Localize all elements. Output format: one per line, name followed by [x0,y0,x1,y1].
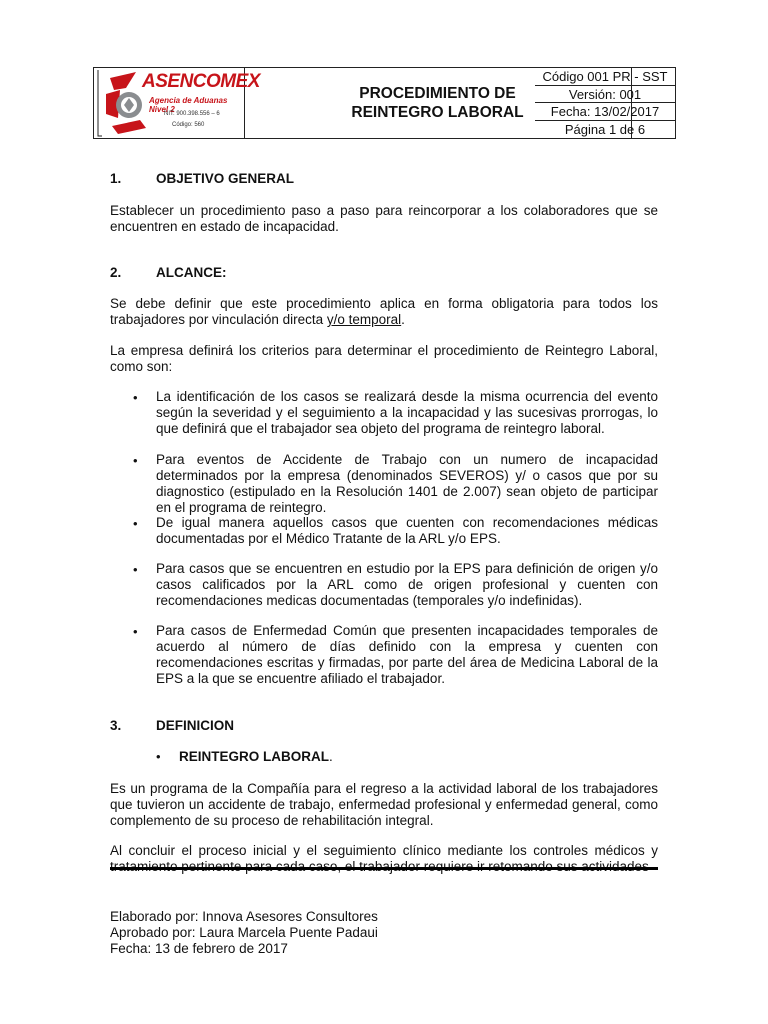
section-2-title: ALCANCE: [156,265,227,280]
document-meta [535,68,675,138]
list-item: Para casos de Enfermedad Común que presenten incapacidades temporales de acuerdo al número de días definido con la empresa y cuenten con recomendaciones escritas y firmadas, por parte del área de Medicina Laboral de la EPS a la que se encuentre afiliado el trabajador. [156,623,658,686]
bullet-icon: • [133,516,138,531]
logo-brand: ASENCOMEX [142,71,260,92]
company-logo [94,68,260,138]
footer-aprobado: Aprobado por: Laura Marcela Puente Padaui [110,925,378,940]
bullet-icon: • [133,624,138,639]
logo-nit: NIT: 900.398.556 – 6 [164,111,220,117]
bullet-icon: • [133,390,138,405]
section-2-intro: La empresa definirá los criterios para determinar el procedimiento de Reintegro Laboral, como son: [110,343,658,374]
logo-cell [94,68,260,138]
list-item: La identificación de los casos se realizará desde la misma ocurrencia del evento según la severidad y el seguimiento a la incapacidad y las sucesivas prorrogas, lo que definirá que el trabajador sea objeto del programa de reintegro laboral. [156,389,658,436]
section-1-text: Establecer un procedimiento paso a paso para reincorporar a los colaboradores que se encuentren en estado de incapacidad. [110,203,658,234]
bullet-icon: • [133,562,138,577]
footer-fecha: Fecha: 13 de febrero de 2017 [110,941,288,956]
section-3-number: 3. [110,718,122,733]
meta-code: Código 001 PR - SST [535,68,675,86]
footer-elaborado: Elaborado por: Innova Asesores Consultores [110,909,378,924]
bullet-icon: • [133,453,138,468]
meta-version: Versión: 001 [535,86,675,104]
section-3-paragraph-2: Al concluir el proceso inicial y el seguimiento clínico mediante los controles médicos y [110,843,658,858]
footer-divider [110,867,658,870]
definition-subtitle: REINTEGRO LABORAL. [179,749,333,764]
meta-date: Fecha: 13/02/2017 [535,103,675,121]
document-header-table [93,67,676,139]
list-item: Para casos que se encuentren en estudio por la EPS para definición de origen y/o casos calificados por la ARL como de origen profesional y cuenten con recomendaciones medicas documentadas (temporales y/o indefinidas). [156,561,658,608]
logo-codigo: Código: 560 [172,122,205,128]
meta-page: Página 1 de 6 [564,121,646,137]
section-2-text: Se debe definir que este procedimiento aplica en forma obligatoria para todos los trabajadores por vinculación directa y/o temporal. [110,296,658,327]
title-line-2: REINTEGRO LABORAL [351,104,524,121]
bullet-icon: • [156,749,161,764]
section-3-paragraph-1: Es un programa de la Compañía para el regreso a la actividad laboral de los trabajadores que tuvieron un accidente de trabajo, enfermedad profesional y enfermedad general, como complemento de su proceso de rehabilitación integral. [110,781,658,828]
section-2-number: 2. [110,265,122,280]
section-1-number: 1. [110,171,122,186]
title-line-1: PROCEDIMIENTO DE [359,85,516,102]
section-3-title: DEFINICION [156,718,235,733]
list-item: Para eventos de Accidente de Trabajo con un numero de incapacidad determinados por la empresa (denominados SEVEROS) y/ o casos que por su diagnostico (estipulado en la Resolución 1401 de 2.007) sean objeto de participar en el programa de reintegro. [156,452,658,515]
list-item: De igual manera aquellos casos que cuenten con recomendaciones médicas documentadas por el Médico Tratante de la ARL y/o EPS. [156,515,658,546]
logo-tagline: Agencia de Aduanas Nivel 2 [149,96,228,114]
section-1-title: OBJETIVO GENERAL [156,171,295,186]
